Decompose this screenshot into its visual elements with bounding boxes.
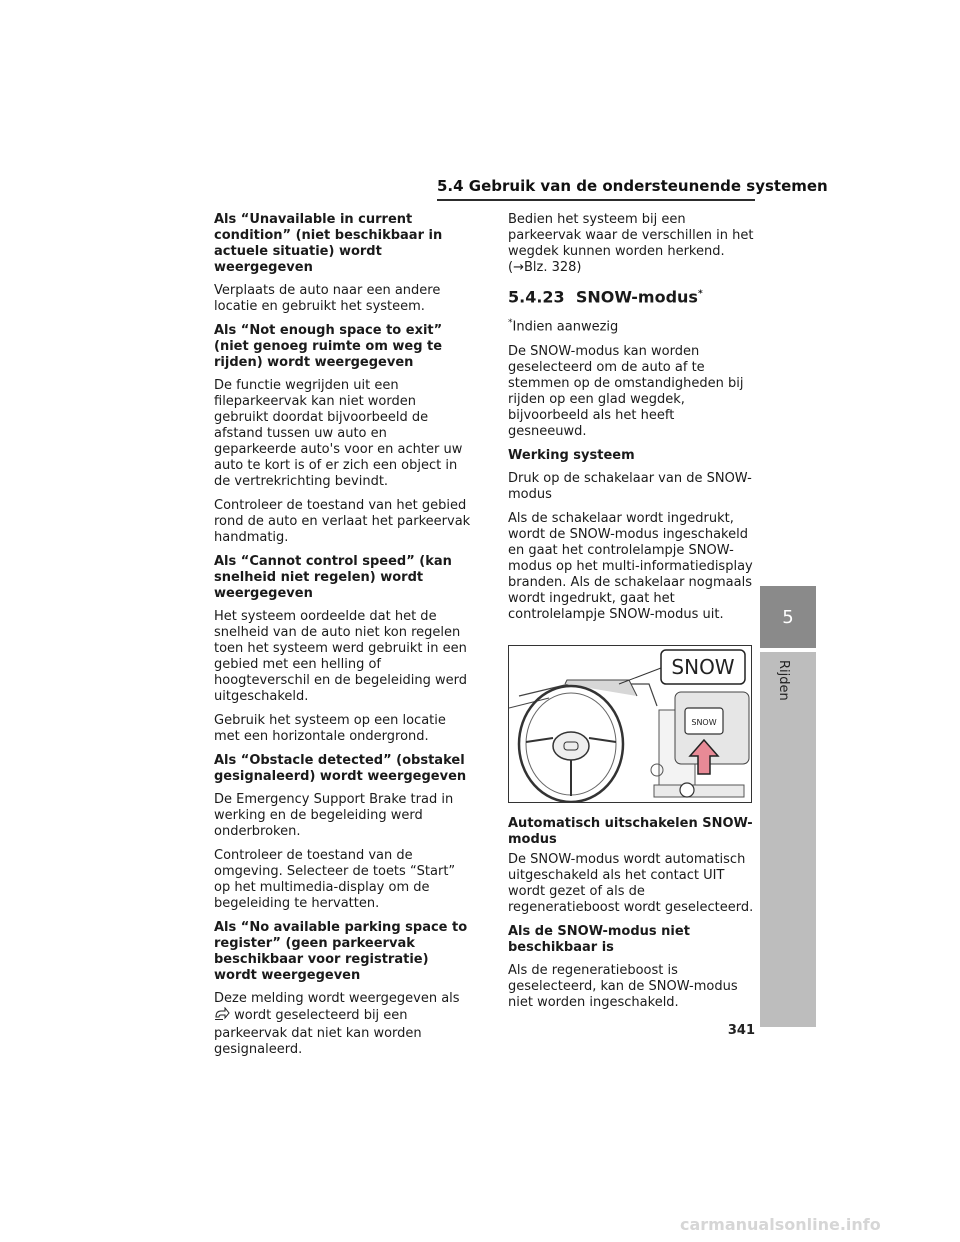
paragraph: Controleer de toestand van het gebied rond de auto en verlaat het parkeervak handmatig. bbox=[214, 498, 471, 545]
paragraph: Het systeem oordeelde dat het de snelheid van de auto niet kon regelen toen het systeem werd gebruikt in een gebied met een helling of hoogteverschil en de begeleiding werd uitgeschakeld. bbox=[214, 609, 468, 704]
section-title bbox=[508, 284, 756, 307]
paragraph-part: wordt geselecteerd bij een parkeervak dat niet kan worden gesignaleerd. bbox=[214, 1008, 422, 1057]
paragraph-with-icon bbox=[214, 991, 472, 1058]
paragraph: Druk op de schakelaar van de SNOW-modus bbox=[508, 470, 752, 502]
paragraph: De functie wegrijden uit een fileparkeervak kan niet worden gebruikt doordat bijvoorbeeld de afstand tussen uw auto en geparkeerde auto's voor en achter uw auto te kort is of er zich een object in de vertrekrichting bevindt. bbox=[214, 378, 463, 489]
chapter-label: Rijden bbox=[776, 660, 791, 701]
paragraph: De Emergency Support Brake trad in werking en de begeleiding werd onderbroken. bbox=[214, 792, 454, 839]
left-column bbox=[214, 212, 472, 1066]
page-number: 341 bbox=[727, 1023, 755, 1038]
heading-not-available: Als de SNOW-modus niet beschikbaar is bbox=[508, 923, 690, 955]
availability-marker: * bbox=[697, 289, 703, 299]
paragraph: Als de schakelaar wordt ingedrukt, wordt de SNOW-modus ingeschakeld en gaat het controlelampje SNOW-modus op het multi-informatiedisplay branden. Als de schakelaar nogmaals wordt ingedrukt, gaat het controlelampje SNOW-modus uit. bbox=[508, 510, 753, 622]
header-rule bbox=[437, 199, 755, 201]
note-text: Indien aanwezig bbox=[512, 319, 619, 335]
note-marker: * bbox=[508, 318, 513, 329]
paragraph: De SNOW-modus kan worden geselecteerd om de auto af te stemmen op de omstandigheden bij rijden op een glad wegdek, bijvoorbeeld als het heeft gesneeuwd. bbox=[508, 343, 744, 439]
paragraph: Bedien het systeem bij een parkeervak waar de verschillen in het wegdek kunnen worden herkend. (→Blz. 328) bbox=[508, 212, 754, 275]
heading-unavailable: Als “Unavailable in current condition” (niet beschikbaar in actuele situatie) wordt weergegeven bbox=[214, 212, 443, 275]
snow-callout-label: SNOW bbox=[671, 654, 735, 679]
paragraph: Controleer de toestand van de omgeving. Selecteer de toets “Start” op het multimedia-display om de begeleiding te hervatten. bbox=[214, 848, 456, 911]
heading-not-enough-space: Als “Not enough space to exit” (niet genoeg ruimte om weg te rijden) wordt weergegeven bbox=[214, 323, 443, 370]
parking-register-icon bbox=[214, 1007, 230, 1026]
dashboard-drawing bbox=[509, 646, 751, 802]
running-header: 5.4 Gebruik van de ondersteunende systemen bbox=[437, 177, 828, 195]
watermark: carmanualsonline.info bbox=[680, 1215, 881, 1234]
right-column bbox=[508, 212, 756, 1019]
chapter-tab: 5 bbox=[760, 586, 816, 648]
heading-cannot-control-speed: Als “Cannot control speed” (kan snelheid niet regelen) wordt weergegeven bbox=[214, 554, 452, 601]
paragraph-part: Deze melding wordt weergegeven als bbox=[214, 991, 460, 1006]
paragraph: Als de regeneratieboost is geselecteerd, kan de SNOW-modus niet worden ingeschakeld. bbox=[508, 962, 738, 1010]
heading-operation: Werking systeem bbox=[508, 447, 635, 463]
heading-no-parking-space: Als “No available parking space to register” (geen parkeervak beschikbaar voor registratie) wordt weergegeven bbox=[214, 920, 468, 983]
paragraph: Gebruik het systeem op een locatie met een horizontale ondergrond. bbox=[214, 713, 446, 744]
availability-note bbox=[508, 315, 756, 335]
paragraph: De SNOW-modus wordt automatisch uitgeschakeld als het contact UIT wordt gezet of als de regeneratieboost wordt geselecteerd. bbox=[508, 851, 754, 915]
heading-obstacle-detected: Als “Obstacle detected” (obstakel gesignaleerd) wordt weergegeven bbox=[214, 753, 467, 784]
section-number: 5.4.23 bbox=[508, 287, 565, 307]
heading-auto-off: Automatisch uitschakelen SNOW-modus bbox=[508, 815, 753, 847]
chapter-label-bar bbox=[760, 652, 816, 1027]
snow-switch-label: SNOW bbox=[691, 717, 717, 727]
snow-switch-illustration bbox=[508, 645, 752, 803]
paragraph: Verplaats de auto naar een andere locatie en gebruikt het systeem. bbox=[214, 283, 441, 314]
section-title-text: SNOW-modus bbox=[575, 287, 698, 307]
